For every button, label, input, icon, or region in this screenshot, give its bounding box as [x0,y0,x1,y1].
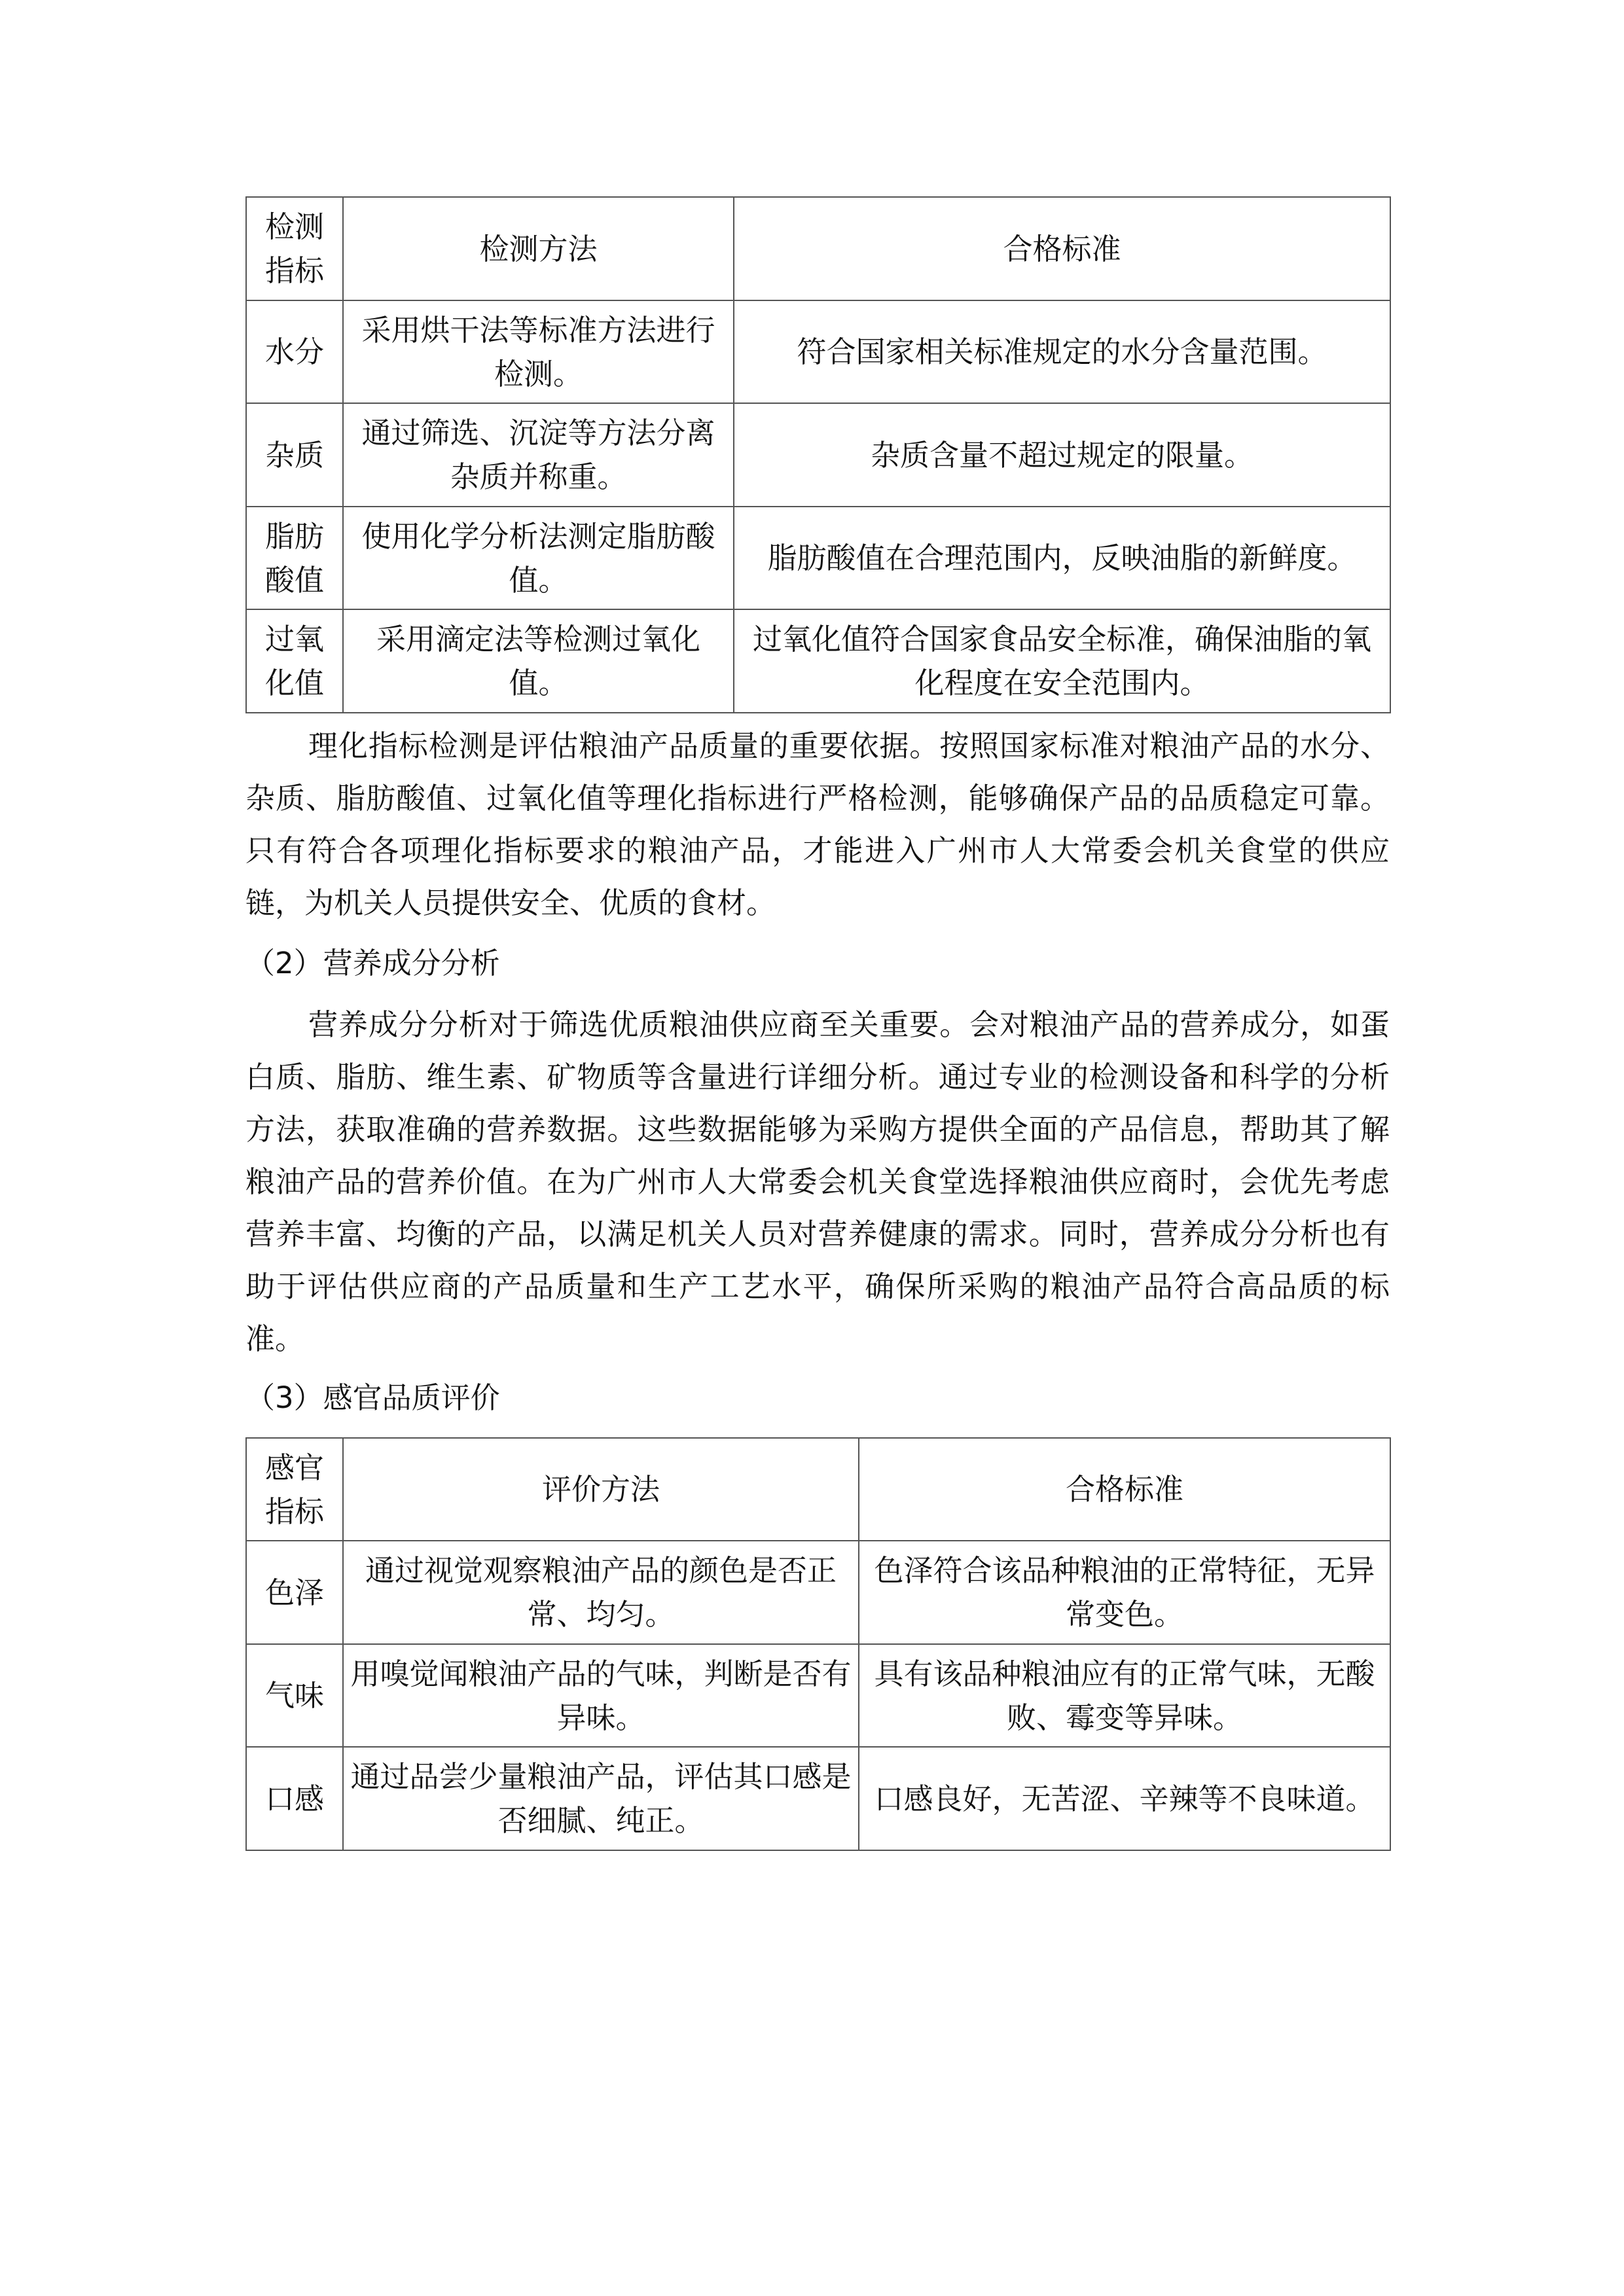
table-row [246,1541,1390,1644]
row-method: 采用滴定法等检测过氧化值。 [343,609,734,713]
physicochemical-table [245,196,1391,713]
table-row [246,609,1390,713]
paragraph-nutrition: 营养成分分析对于筛选优质粮油供应商至关重要。会对粮油产品的营养成分，如蛋白质、脂肪、维生素、矿物质等含量进行详细分析。通过专业的检测设备和科学的分析方法，获取准确的营养数据。这些数据能够为采购方提供全面的产品信息，帮助其了解粮油产品的营养价值。在为广州市人大常委会机关食堂选择粮油供应商时，会优先考虑营养丰富、均衡的产品，以满足机关人员对营养健康的需求。同时，营养成分分析也有助于评估供应商的产品质量和生产工艺水平，确保所采购的粮油产品符合高品质的标准。 [245,1007,1390,1356]
table-row [246,1747,1390,1850]
header-method: 检测方法 [343,197,734,300]
row-standard: 具有该品种粮油应有的正常气味，无酸败、霉变等异味。 [859,1644,1390,1747]
table-header-row [246,1438,1390,1541]
row-method: 通过筛选、沉淀等方法分离杂质并称重。 [343,403,734,507]
table-row [246,300,1390,403]
row-standard: 过氧化值符合国家食品安全标准，确保油脂的氧化程度在安全范围内。 [734,609,1390,713]
row-indicator: 气味 [246,1644,343,1747]
table-header-row [246,197,1390,300]
paragraph-physicochemical: 理化指标检测是评估粮油产品质量的重要依据。按照国家标准对粮油产品的水分、杂质、脂肪酸值、过氧化值等理化指标进行严格检测，能够确保产品的品质稳定可靠。只有符合各项理化指标要求的粮油产品，才能进入广州市人大常委会机关食堂的供应链，为机关人员提供安全、优质的食材。 [245,728,1390,920]
header-standard: 合格标准 [734,197,1390,300]
header-standard: 合格标准 [859,1438,1390,1541]
row-standard: 色泽符合该品种粮油的正常特征，无异常变色。 [859,1541,1390,1644]
row-indicator: 色泽 [246,1541,343,1644]
row-method: 用嗅觉闻粮油产品的气味，判断是否有异味。 [343,1644,859,1747]
table-row [246,507,1390,609]
section-heading-nutrition: （2）营养成分分析 [245,946,500,980]
table-row [246,1644,1390,1747]
row-indicator: 水分 [246,300,343,403]
sensory-table [245,1437,1391,1851]
section-heading-sensory: （3）感官品质评价 [245,1380,500,1415]
row-standard: 符合国家相关标准规定的水分含量范围。 [734,300,1390,403]
row-method: 通过品尝少量粮油产品，评估其口感是否细腻、纯正。 [343,1747,859,1850]
row-method: 使用化学分析法测定脂肪酸值。 [343,507,734,609]
header-indicator: 感官指标 [246,1438,343,1541]
row-method: 采用烘干法等标准方法进行检测。 [343,300,734,403]
table-row [246,403,1390,507]
row-standard: 杂质含量不超过规定的限量。 [734,403,1390,507]
row-indicator: 过氧化值 [246,609,343,713]
row-indicator: 脂肪酸值 [246,507,343,609]
row-standard: 口感良好，无苦涩、辛辣等不良味道。 [859,1747,1390,1850]
row-standard: 脂肪酸值在合理范围内，反映油脂的新鲜度。 [734,507,1390,609]
header-method: 评价方法 [343,1438,859,1541]
row-indicator: 口感 [246,1747,343,1850]
row-method: 通过视觉观察粮油产品的颜色是否正常、均匀。 [343,1541,859,1644]
row-indicator: 杂质 [246,403,343,507]
header-indicator: 检测指标 [246,197,343,300]
document-page [245,196,1390,1851]
